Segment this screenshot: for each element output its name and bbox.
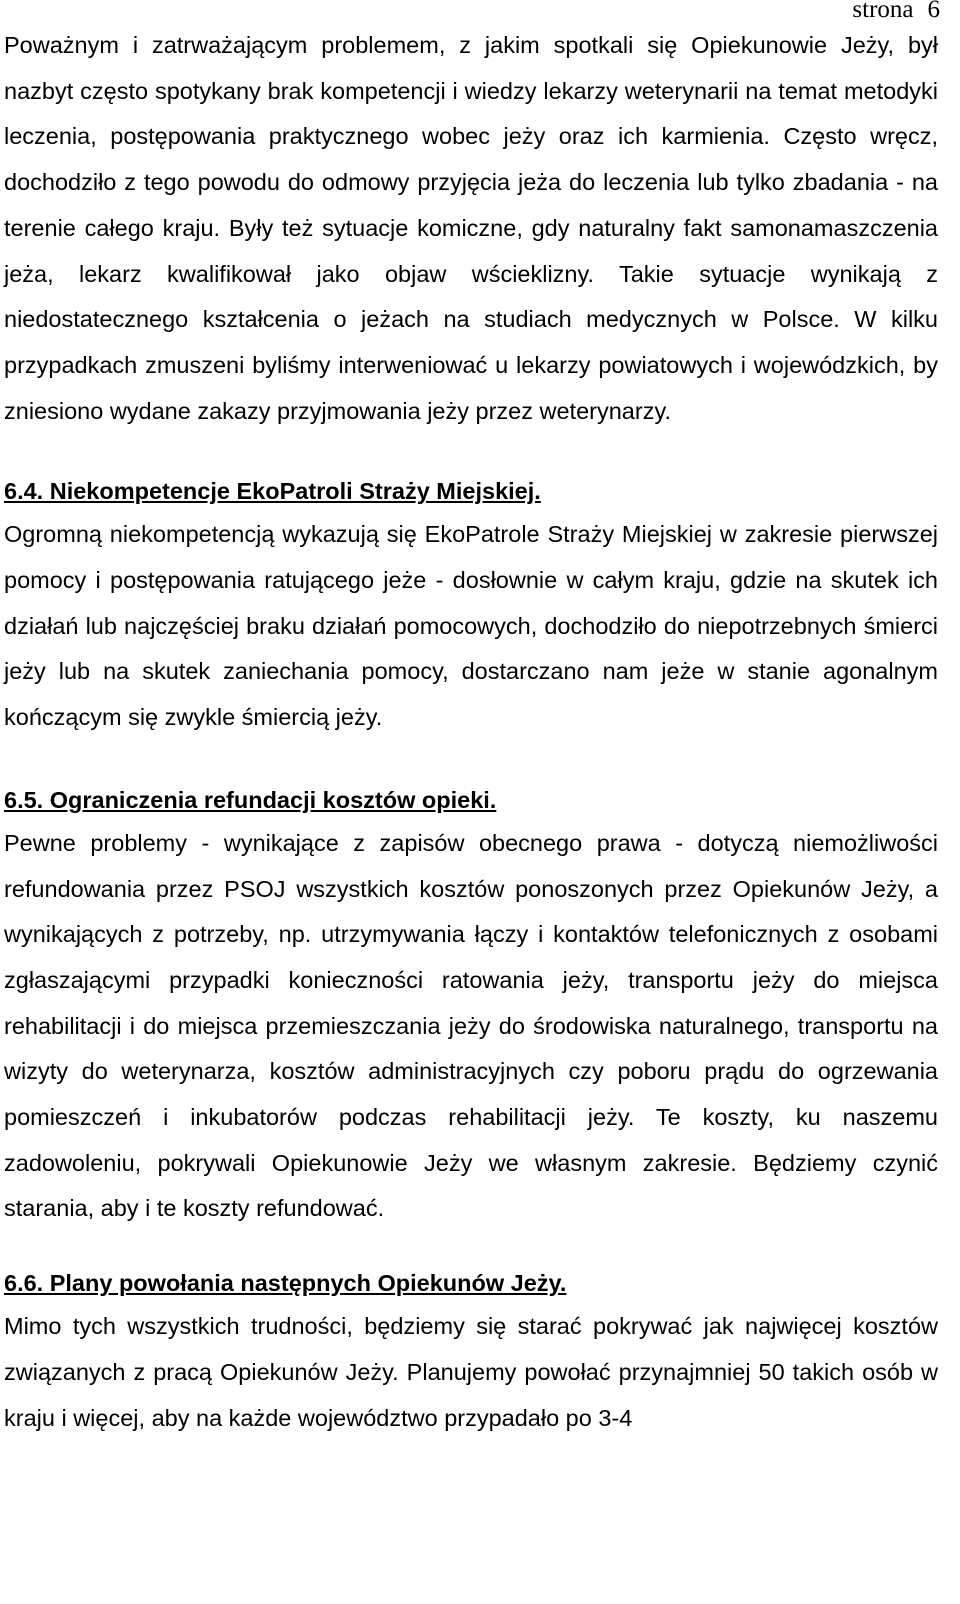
section-6-5-paragraph: Pewne problemy - wynikające z zapisów obecnego prawa - dotyczą niemożliwości refundowania przez PSOJ wszystkich kosztów ponoszonych przez Opiekunów Jeży, a wynikających z potrzeby, np. utrzymywania łączy i kontaktów telefonicznych z osobami zgłaszającymi przypadki konieczności ratowania jeży, transportu jeży do miejsca rehabilitacji i do miejsca przemieszczania jeży do środowiska naturalnego, transportu na wizyty do weterynarza, kosztów administracyjnych czy poboru prądu do ogrzewania pomieszczeń i inkubatorów podczas rehabilitacji jeży. Te koszty, ku naszemu zadowoleniu, pokrywali Opiekunowie Jeży we własnym zakresie. Będziemy czynić starania, aby i te koszty refundować. [4, 829, 938, 1222]
section-6-4-paragraph: Ogromną niekompetencją wykazują się EkoPatrole Straży Miejskiej w zakresie pierwszej pomocy i postępowania ratującego jeże - dosłownie w całym kraju, gdzie na skutek ich działań lub najczęściej braku działań pomocowych, dochodziło do niepotrzebnych śmierci jeży lub na skutek zaniechania pomocy, dostarczano nam jeże w stanie agonalnym kończącym się zwykle śmiercią jeży. [4, 521, 938, 731]
section-spacer [4, 741, 938, 779]
page-number: 6 [927, 0, 940, 23]
section-spacer [4, 1232, 938, 1262]
section-spacer [4, 434, 938, 470]
section-6-6-paragraph: Mimo tych wszystkich trudności, będziemy się starać pokrywać jak najwięcej kosztów związanych z pracą Opiekunów Jeży. Planujemy powołać przynajmniej 50 takich osób w kraju i więcej, aby na każde województwo przypadało po 3-4 [4, 1313, 938, 1431]
section-6-6-heading: 6.6. Plany powołania następnych Opiekunów Jeży. [4, 1270, 567, 1297]
section-6-5-heading: 6.5. Ograniczenia refundacji kosztów opieki. [4, 786, 497, 813]
page-label: strona [852, 0, 914, 23]
section-6-4-heading: 6.4. Niekompetencje EkoPatroli Straży Miejskiej. [4, 478, 541, 505]
intro-paragraph: Poważnym i zatrważającym problemem, z jakim spotkali się Opiekunowie Jeży, był nazbyt często spotykany brak kompetencji i wiedzy lekarzy weterynarii na temat metodyki leczenia, postępowania praktycznego wobec jeży oraz ich karmienia. Często wręcz, dochodziło z tego powodu do odmowy przyjęcia jeża do leczenia lub tylko zbadania - na terenie całego kraju. Były też sytuacje komiczne, gdy naturalny fakt samonamaszczenia jeża, lekarz kwalifikował jako objaw wścieklizny. Takie sytuacje wynikają z niedostatecznego kształcenia o jeżach na studiach medycznych w Polsce. W kilku przypadkach zmuszeni byliśmy interweniować u lekarzy powiatowych i wojewódzkich, by zniesiono wydane zakazy przyjmowania jeży przez weterynarzy. [4, 32, 938, 424]
document-body [4, 23, 938, 1441]
